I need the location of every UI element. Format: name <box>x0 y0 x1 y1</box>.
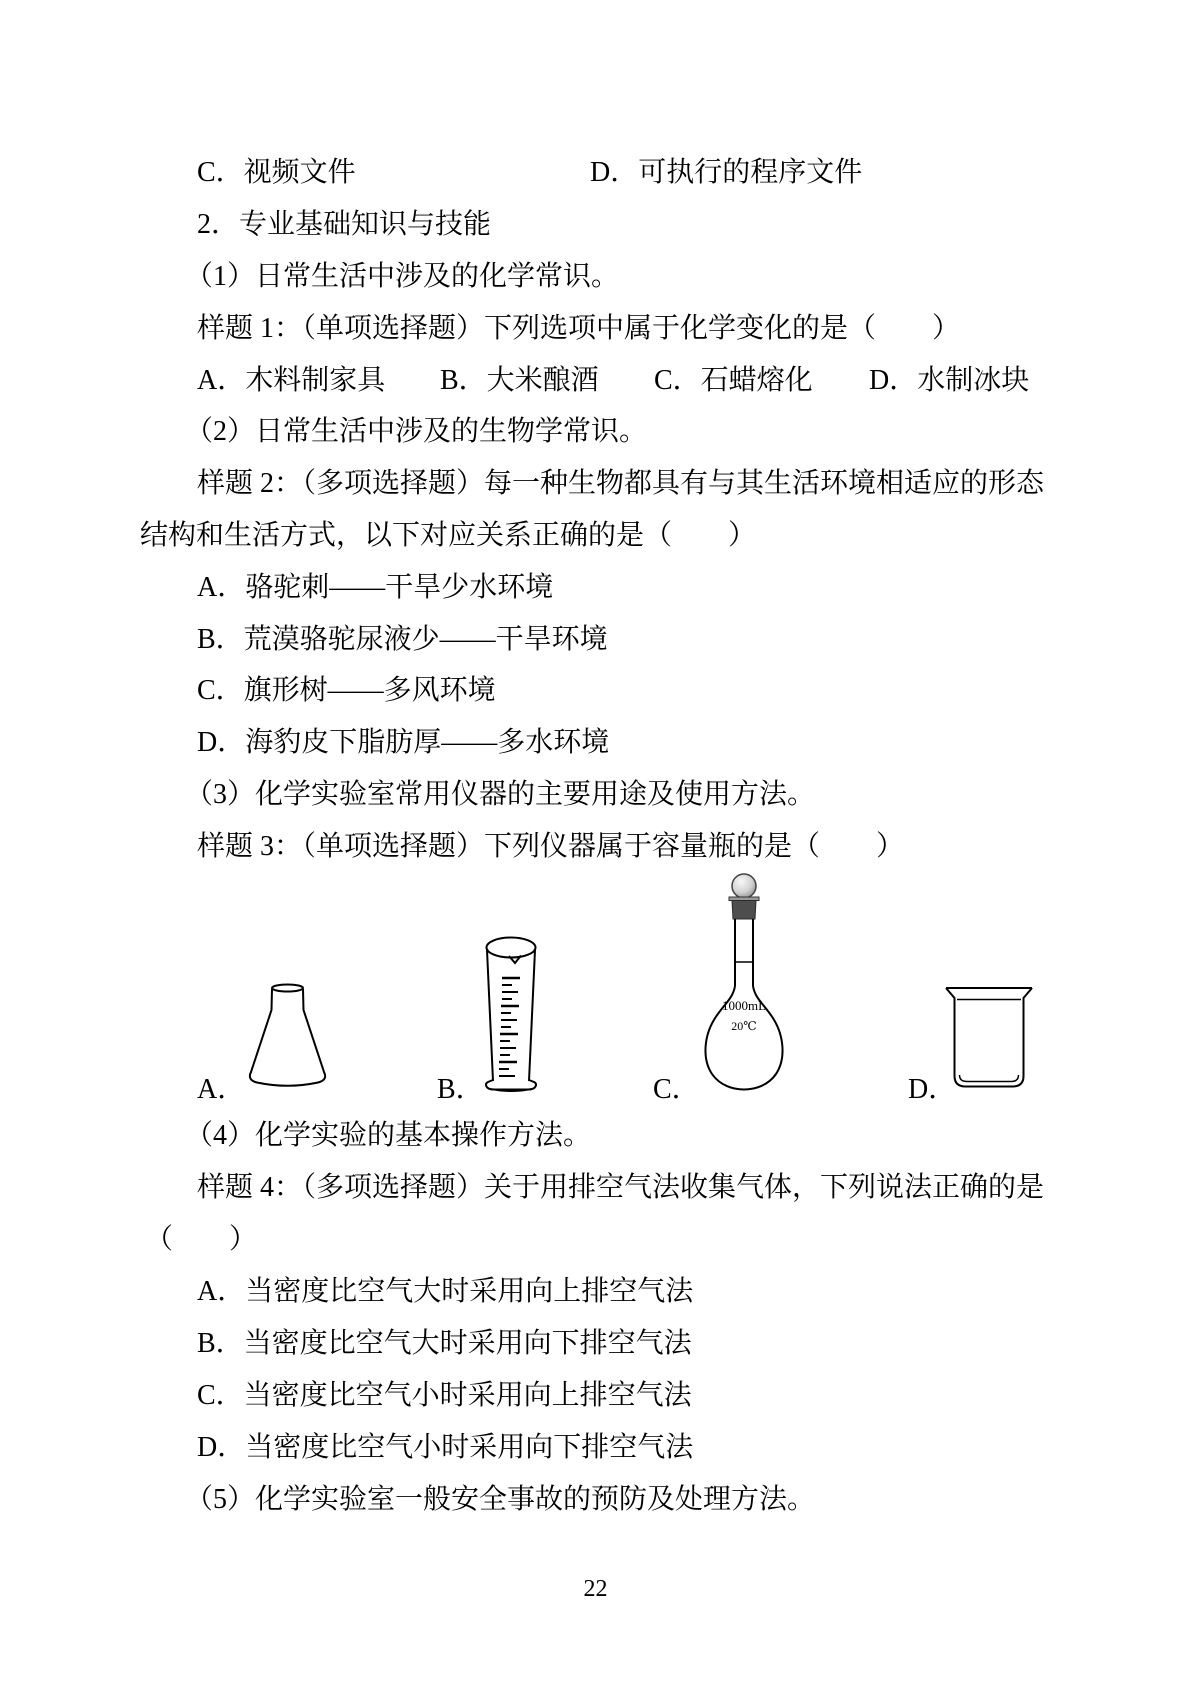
volumetric-flask-icon <box>700 873 788 1092</box>
figure-label-c: C． <box>653 1074 700 1105</box>
heading-section-2: 2．专业基础知识与技能 <box>197 209 492 240</box>
option-c-video: C．视频文件 <box>197 157 356 188</box>
sample-question-1: 样题 1：（单项选择题）下列选项中属于化学变化的是（ ） <box>197 313 961 344</box>
options-row-prev-question <box>140 147 1051 199</box>
sample-2-option-a: A．骆驼刺——干旱少水环境 <box>197 572 554 603</box>
sample-4-option-d: D．当密度比空气小时采用向下排空气法 <box>197 1432 694 1463</box>
sample-1-option-c: C．石蜡熔化 <box>654 365 813 396</box>
flask-volume-label: 1000mL <box>721 998 767 1013</box>
graduated-cylinder-icon <box>485 936 537 1093</box>
figure-label-a: A． <box>197 1074 246 1105</box>
sample-4-option-b: B．当密度比空气大时采用向下排空气法 <box>197 1328 692 1359</box>
glassware-figure <box>140 873 1051 1110</box>
knowledge-point-1: （1）日常生活中涉及的化学常识。 <box>185 261 620 292</box>
sample-4-option-c: C．当密度比空气小时采用向上排空气法 <box>197 1380 692 1411</box>
sample-question-4-line1: 样题 4：（多项选择题）关于用排空气法收集气体，下列说法正确的是 <box>197 1172 1045 1203</box>
sample-question-3: 样题 3：（单项选择题）下列仪器属于容量瓶的是（ ） <box>197 831 905 862</box>
sample-question-2-line1: 样题 2：（多项选择题）每一种生物都具有与其生活环境相适应的形态 <box>197 468 1045 499</box>
option-d-program: D．可执行的程序文件 <box>590 157 863 188</box>
sample-question-2-line2: 结构和生活方式，以下对应关系正确的是（ ） <box>140 520 757 551</box>
figure-label-d: D． <box>908 1074 957 1105</box>
beaker-icon <box>945 986 1033 1093</box>
figure-label-b: B． <box>437 1074 484 1105</box>
flask-temperature-label: 20℃ <box>731 1019 757 1033</box>
sample-4-option-a: A．当密度比空气大时采用向上排空气法 <box>197 1276 694 1307</box>
sample-1-option-b: B．大米酿酒 <box>440 365 599 396</box>
knowledge-point-5: （5）化学实验室一般安全事故的预防及处理方法。 <box>185 1484 816 1515</box>
sample-2-option-b: B．荒漠骆驼尿液少——干旱环境 <box>197 624 608 655</box>
sample-2-option-d: D．海豹皮下脂肪厚——多水环境 <box>197 727 610 758</box>
knowledge-point-4: （4）化学实验的基本操作方法。 <box>185 1120 592 1151</box>
sample-1-option-d: D．水制冰块 <box>869 365 1030 396</box>
flask-stopper-ball <box>732 874 756 898</box>
page-number: 22 <box>583 1576 608 1602</box>
sample-question-4-line2: （ ） <box>145 1224 258 1255</box>
sample-1-options-row <box>140 355 1051 407</box>
sample-1-option-a: A．木料制家具 <box>197 365 386 396</box>
sample-2-option-c: C．旗形树——多风环境 <box>197 675 496 706</box>
page-content <box>140 0 1051 1684</box>
knowledge-point-3: （3）化学实验室常用仪器的主要用途及使用方法。 <box>185 779 816 810</box>
knowledge-point-2: （2）日常生活中涉及的生物学常识。 <box>185 416 648 447</box>
erlenmeyer-flask-icon <box>248 983 327 1091</box>
